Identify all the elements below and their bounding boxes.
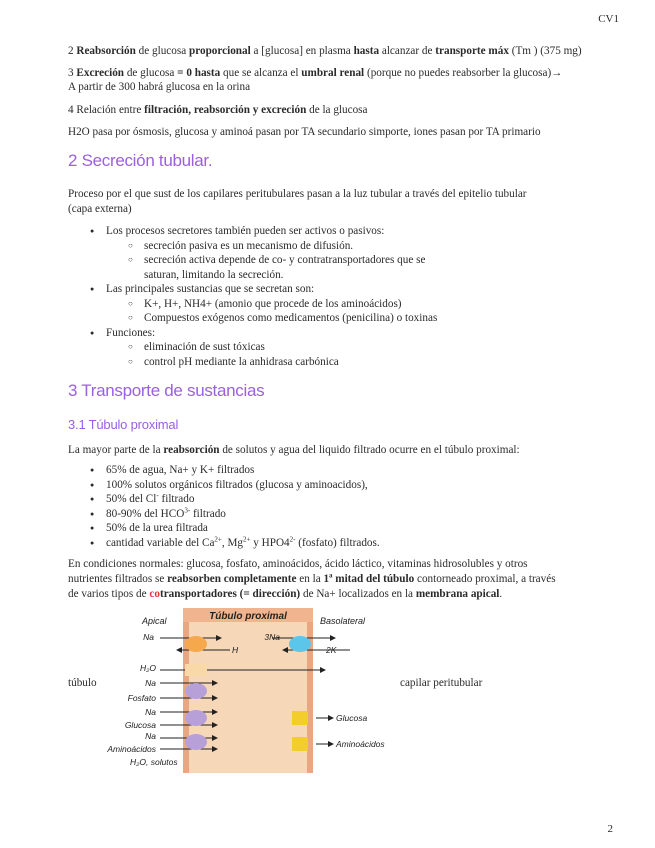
list-item: ● 100% solutos orgánicos filtrados (glucosa y aminoacidos), <box>68 478 628 493</box>
proximal-tubule-diagram <box>107 608 390 773</box>
aminoacidos-right-label: Aminoácidos <box>336 739 385 749</box>
sec2-list <box>68 224 628 369</box>
2k-label: 2K <box>326 645 337 655</box>
water-channel <box>185 664 207 676</box>
list-item: ○ secreción pasiva es un mecanismo de difusión. <box>68 239 628 254</box>
na-label: Na <box>143 632 154 642</box>
sec2-paragraph: Proceso por el que sust de los capilares peritubulares pasan a la luz tubular a través del epitelio tubular <box>68 188 527 200</box>
header-label: CV1 <box>598 13 619 25</box>
list-item: saturan, limitando la secreción. <box>144 268 284 281</box>
diagram-title: Túbulo proximal <box>209 611 287 622</box>
na-k-pump <box>289 636 311 652</box>
list-item: ● Las principales sustancias que se secretan son: <box>68 282 628 297</box>
h2o-solutos-label: H₂O, solutos <box>130 757 178 767</box>
list-item: ● 50% de la urea filtrada <box>68 521 628 536</box>
line-relacion: 4 Relación entre filtración, reabsorción y excreción de la glucosa <box>68 104 368 116</box>
aminoacidos-label: Aminoácidos <box>107 744 156 754</box>
na-glucosa-cotransporter <box>185 710 207 726</box>
line-300: A partir de 300 habrá glucosa en la orina <box>68 81 251 93</box>
figure-left-label: túbulo <box>68 677 97 689</box>
h2o-label: H₂O <box>140 663 156 673</box>
line-excrecion: 3 Excreción de glucosa = 0 hasta que se alcanza el umbral renal (porque no puedes reabsorber la glucosa)→ <box>68 67 563 79</box>
sec2-paragraph-2: (capa externa) <box>68 203 132 215</box>
na-fosfato-cotransporter <box>185 683 207 699</box>
glucosa-right-label: Glucosa <box>336 713 368 723</box>
na-label-2: Na <box>145 678 156 688</box>
list-item: ○ Compuestos exógenos como medicamentos (penicilina) o toxinas <box>68 311 628 326</box>
sec3-paragraph-2: En condiciones normales: glucosa, fosfato, aminoácidos, ácido láctico, vitaminas hidrosolubles y otros nutrientes filtrados se reabsorben completamente en la 1ª mitad del túbulo contorneado proximal, a través de varios tipos de cotransportadores (= dirección) de Na+ localizados en la membrana apical. <box>68 558 556 600</box>
list-item: ○ eliminación de sust tóxicas <box>68 340 628 355</box>
na-h-exchanger <box>185 636 207 652</box>
list-item: ● Los procesos secretores también pueden ser activos o pasivos: <box>68 224 628 239</box>
3na-label: 3Na <box>264 632 280 642</box>
list-item: ● cantidad variable del $Ca^{2+}$, $Mg^{2+}$ y $HPO4^{2-}$ (fosfato) filtrados. <box>68 536 628 551</box>
h-label: H <box>232 645 239 655</box>
glucose-transporter <box>292 711 308 725</box>
na-label-3: Na <box>145 707 156 717</box>
list-item: ● 80-90% del $HCO^{3-}$ filtrado <box>68 507 628 522</box>
line-reabsorcion: 2 Reabsorción de glucosa proporcional a [glucosa] en plasma hasta alcanzar de transporte máx (Tm ) (375 mg) <box>68 45 582 57</box>
line-h2o: H2O pasa por ósmosis, glucosa y aminoá pasan por TA secundario simporte, iones pasan por TA primario <box>68 126 541 138</box>
list-item: ● Funciones: <box>68 326 628 341</box>
list-item: ● 50% del Cl- filtrado <box>68 492 628 507</box>
apical-label: Apical <box>142 616 167 626</box>
list-item: ○ control pH mediante la anhidrasa carbónica <box>68 355 628 370</box>
list-item: ● 65% de agua, Na+ y K+ filtrados <box>68 463 628 478</box>
figure-right-label: capilar peritubular <box>400 677 483 689</box>
na-aminoacido-cotransporter <box>185 734 207 750</box>
section-2-title: 2 Secreción tubular. <box>68 151 213 170</box>
sec3-list <box>68 463 628 550</box>
page-number: 2 <box>607 823 613 835</box>
basolateral-label: Basolateral <box>320 616 366 626</box>
na-label-4: Na <box>145 731 156 741</box>
section-3-title: 3 Transporte de sustancias <box>68 381 265 400</box>
fosfato-label: Fosfato <box>127 693 156 703</box>
sec3-paragraph: La mayor parte de la reabsorción de solutos y agua del liquido filtrado ocurre en el túbulo proximal: <box>68 444 520 456</box>
list-item: ○ K+, H+, NH4+ (amonio que procede de los aminoácidos) <box>68 297 628 312</box>
list-item: ○ secreción activa depende de co- y contratransportadores que se <box>68 253 628 268</box>
glucosa-label: Glucosa <box>124 720 156 730</box>
aminoacid-transporter <box>292 737 308 751</box>
section-3-1-title: 3.1 Túbulo proximal <box>68 417 179 432</box>
